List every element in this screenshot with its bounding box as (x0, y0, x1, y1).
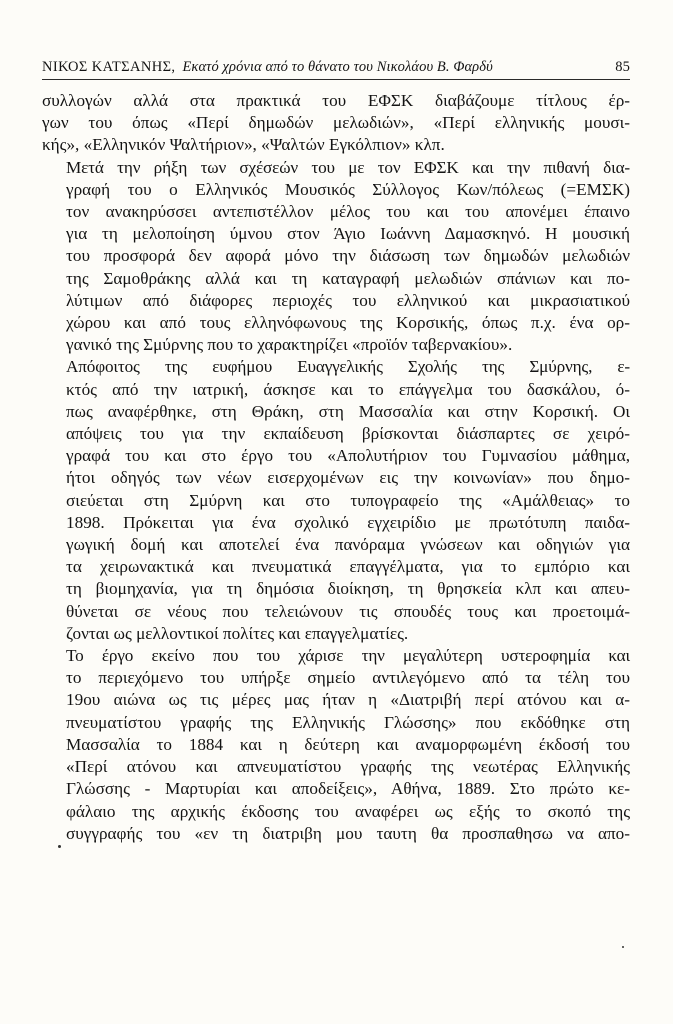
text-line: γων του όπως «Περί δημωδών μελωδιών», «Περί ελληνικής μουσι- (42, 113, 630, 133)
text-line: τα χειρωνακτικά και πνευματικά επαγγέλματα, για το εμπόριο και (66, 557, 630, 577)
text-line: συγγραφής του «εν τη διατριβη μου ταυτη θα προσπαθησω να απο- (66, 823, 630, 843)
text-line: χώρου και από τους ελληνόφωνους της Κορσικής, όπως π.χ. ένα ορ- (66, 313, 630, 333)
text-line: Απόφοιτος της ευφήμου Ευαγγελικής Σχολής της Σμύρνης, ε- (66, 357, 630, 377)
text-line: τη βιομηχανία, για τη δημόσια διοίκηση, τη θρησκεία κλπ και απευ- (66, 579, 630, 599)
text-line: Το έργο εκείνο που του χάρισε την μεγαλύτερη υστεροφημία και (66, 646, 630, 666)
text-line: ζονται ως μελλοντικοί πολίτες και επαγγελματίες. (66, 623, 409, 643)
paragraph (42, 645, 630, 845)
text-line: του προσφορά δεν αφορά μόνο την διάσωση των δημωδών μελωδιών (66, 246, 630, 266)
text-line: τον ανακηρύσσει αντεπιστέλλον μέλος του και του απονέμει έπαινο (66, 202, 630, 222)
text-line: ήτοι οδηγός των νέων εισερχομένων εις την κοινωνίαν» που δημο- (66, 468, 630, 488)
text-line: Μετά την ρήξη των σχέσεών του με τον ΕΦΣΚ και την πιθανή δια- (66, 157, 630, 177)
header-title: Εκατό χρόνια από το θάνατο του Νικολάου Β. Φαρδύ (182, 59, 493, 75)
text-line: γανικό της Σμύρνης που το χαρακτηρίζει «προϊόν ταβερνακίου». (66, 335, 513, 355)
text-line: πνευματίστου γραφής της Ελληνικής Γλώσσης» που εκδόθηκε στη (66, 712, 630, 732)
text-line: κτός από την ιατρική, άσκησε και το επάγγελμα του δασκάλου, ό- (66, 379, 630, 399)
text-line: λύτιμων από διάφορες περιοχές του ελληνικού και μικρασιατικού (66, 290, 630, 310)
paragraph (42, 90, 630, 157)
text-line: 1898. Πρόκειται για ένα σχολικό εγχειρίδιο με πρωτότυπη παιδα- (66, 512, 630, 532)
text-line: «Περί ατόνου και απνευματίστου γραφής της νεωτέρας Ελληνικής (66, 757, 630, 777)
text-line: το περιεχόμενο του υπήρξε σημείο αντιλεγόμενο από τα τέλη του (66, 668, 630, 688)
text-line: της Σαμοθράκης αλλά και τη καταγραφή μελωδιών σπάνιων και πο- (66, 268, 630, 288)
running-header (42, 58, 630, 80)
paragraph (42, 356, 630, 645)
body-text (42, 90, 630, 845)
scan-speck (58, 845, 61, 848)
text-line: για τη μελοποίηση ύμνου στον Άγιο Ιωάννη Δαμασκηνό. Η μουσική (66, 224, 630, 244)
page-number: 85 (615, 59, 630, 75)
text-line: γραφά του και στο έργο του «Απολυτήριον του Γυμνασίου μάθημα, (66, 446, 630, 466)
text-line: θύνεται σε νέους που τελειώνουν τις σπουδές τους και προετοιμά- (66, 601, 630, 621)
text-line: απόψεις του για την εκπαίδευση βρίσκονται διάσπαρτες σε χειρό- (66, 424, 630, 444)
text-line: σιεύεται στη Σμύρνη και στο τυπογραφείο της «Αμάλθειας» το (66, 490, 630, 510)
text-line: πως αναφέρθηκε, στη Θράκη, στη Μασσαλία και στην Κορσική. Οι (66, 401, 630, 421)
header-author: ΝΙΚΟΣ ΚΑΤΣΑΝΗΣ, (42, 59, 176, 75)
text-line: γραφή του ο Ελληνικός Μουσικός Σύλλογος Κων/πόλεως (=ΕΜΣΚ) (66, 179, 630, 199)
text-line: συλλογών αλλά στα πρακτικά του ΕΦΣΚ διαβάζουμε τίτλους έρ- (42, 91, 630, 110)
text-line: φάλαιο της αρχικής έκδοσης του αναφέρει ως εξής το σκοπό της (66, 801, 630, 821)
text-line: γωγική δομή και αποτελεί ένα πανόραμα γνώσεων και οδηγιών για (66, 535, 630, 555)
text-line: κής», «Ελληνικόν Ψαλτήριον», «Ψαλτών Εγκόλπιον» κλπ. (42, 135, 445, 155)
text-line: Γλώσσης - Μαρτυρίαι και αποδείξεις», Αθήνα, 1889. Στο πρώτο κε- (66, 779, 630, 799)
text-line: Μασσαλία το 1884 και η δεύτερη και αναμορφωμένη έκδοσή του (66, 734, 630, 754)
scan-speck (622, 946, 624, 948)
document-page (42, 58, 630, 845)
paragraph (42, 157, 630, 357)
text-line: 19ου αιώνα ως τις μέρες μας ήταν η «Διατριβή περί ατόνου και α- (66, 690, 630, 710)
